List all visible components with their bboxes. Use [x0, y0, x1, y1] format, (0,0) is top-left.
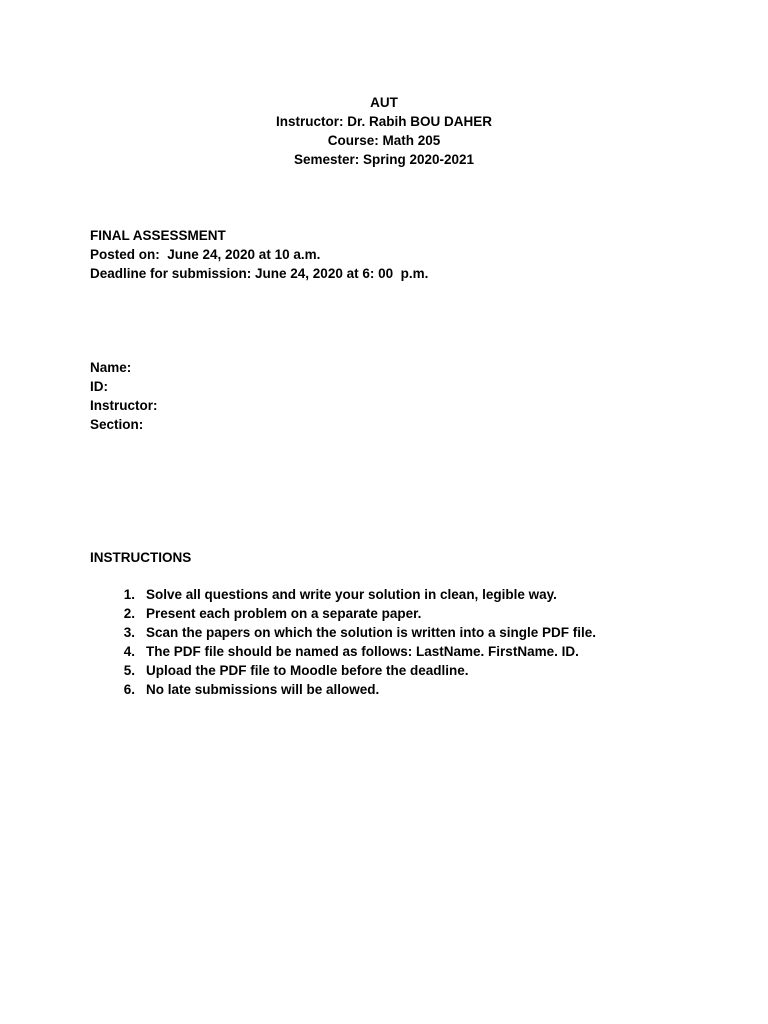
document-header — [0, 93, 768, 169]
instructor-label: Instructor: — [90, 398, 158, 413]
list-item-number: 2. — [123, 606, 135, 621]
assessment-title: FINAL ASSESSMENT — [90, 228, 226, 243]
list-item-number: 4. — [123, 644, 135, 659]
list-item-text: No late submissions will be allowed. — [146, 682, 380, 697]
list-item — [90, 585, 596, 604]
list-item — [90, 661, 596, 680]
semester-line: Semester: Spring 2020-2021 — [293, 152, 475, 167]
list-item — [90, 623, 596, 642]
id-label: ID: — [90, 379, 108, 394]
list-item-text: Solve all questions and write your solution in clean, legible way. — [146, 587, 557, 602]
course-line: Course: Math 205 — [327, 133, 441, 148]
section-label: Section: — [90, 417, 144, 432]
list-item — [90, 680, 596, 699]
instructions-list — [90, 585, 596, 699]
list-item-number: 3. — [123, 625, 135, 640]
list-item-number: 6. — [123, 682, 135, 697]
list-item-text: Present each problem on a separate paper. — [146, 606, 422, 621]
list-item-number: 5. — [123, 663, 135, 678]
posted-on-line: Posted on: June 24, 2020 at 10 a.m. — [90, 247, 321, 262]
list-item-text: Scan the papers on which the solution is written into a single PDF file. — [146, 625, 597, 640]
instructor-line: Instructor: Dr. Rabih BOU DAHER — [275, 114, 492, 129]
school-name: AUT — [370, 95, 398, 110]
instructions-title: INSTRUCTIONS — [90, 550, 192, 565]
list-item-text: Upload the PDF file to Moodle before the deadline. — [146, 663, 469, 678]
assessment-block — [90, 226, 428, 283]
list-item — [90, 604, 596, 623]
list-item-number: 1. — [123, 587, 135, 602]
name-label: Name: — [90, 360, 132, 375]
list-item-text: The PDF file should be named as follows: LastName. FirstName. ID. — [146, 644, 579, 659]
deadline-line: Deadline for submission: June 24, 2020 at 6: 00 p.m. — [90, 266, 429, 281]
list-item — [90, 642, 596, 661]
student-info-block — [90, 358, 158, 434]
